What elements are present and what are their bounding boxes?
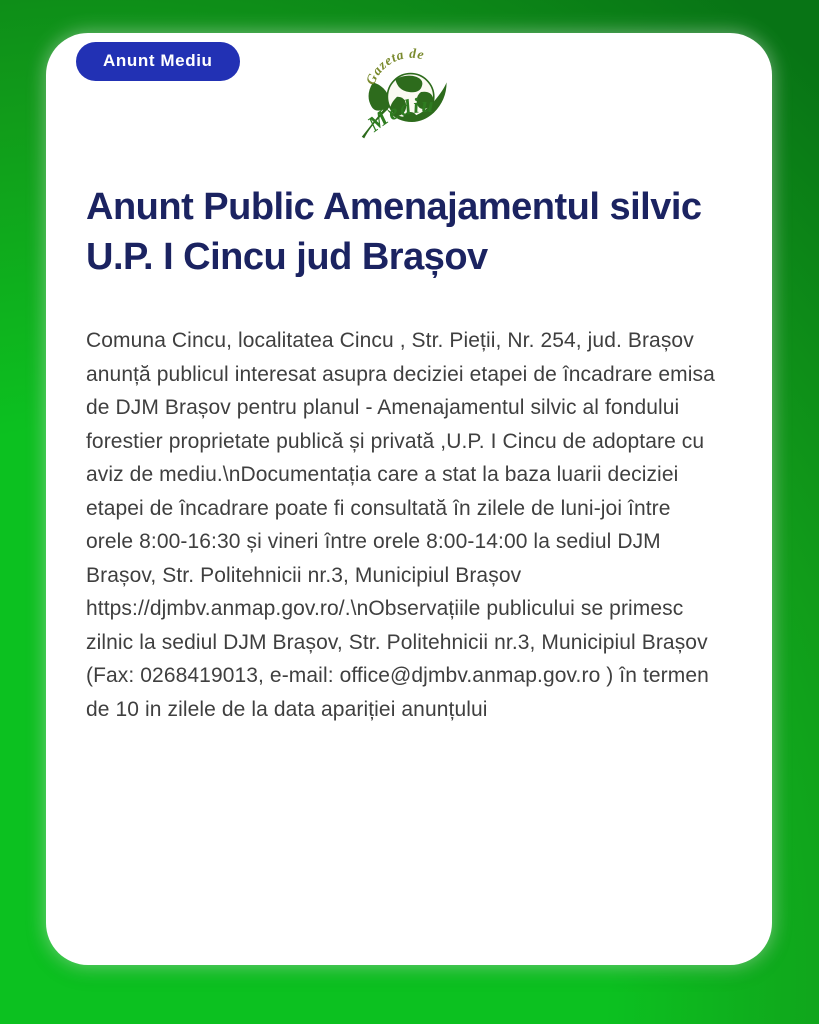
logo-bottom-text: Mediu	[363, 92, 436, 137]
logo-top-text: Gazeta de	[362, 45, 426, 87]
anunt-mediu-badge[interactable]: Anunt Mediu	[76, 42, 240, 81]
card-header	[86, 42, 732, 160]
page-title: Anunt Public Amenajamentul silvic U.P. I Cincu jud Brașov	[86, 186, 702, 278]
gazeta-de-mediu-logo	[357, 36, 461, 152]
announcement-card	[46, 33, 772, 965]
announcement-body-text: Comuna Cincu, localitatea Cincu , Str. Pieții, Nr. 254, jud. Brașov anunță publicul interesat asupra deciziei etapei de încadrare emisa de DJM Brașov pentru planul - Amenajamentul silvic al fondului forestier proprietate publică și privată ,U.P. I Cincu de adoptare cu aviz de mediu.\nDocumentația care a stat la baza luarii deciziei etapei de încadrare poate fi consultată în zilele de luni-joi între orele 8:00-16:30 și vineri între orele 8:00-14:00 la sediul DJM Brașov, Str. Politehnicii nr.3, Municipiul Brașov https://djmbv.anmap.gov.ro/.\nObservațiile publicului se primesc zilnic la sediul DJM Brașov, Str. Politehnicii nr.3, Municipiul Brașov (Fax: 0268419013, e-mail: office@djmbv.anmap.gov.ro ) în termen de 10 in zilele de la data apariției anunțului	[86, 329, 715, 721]
